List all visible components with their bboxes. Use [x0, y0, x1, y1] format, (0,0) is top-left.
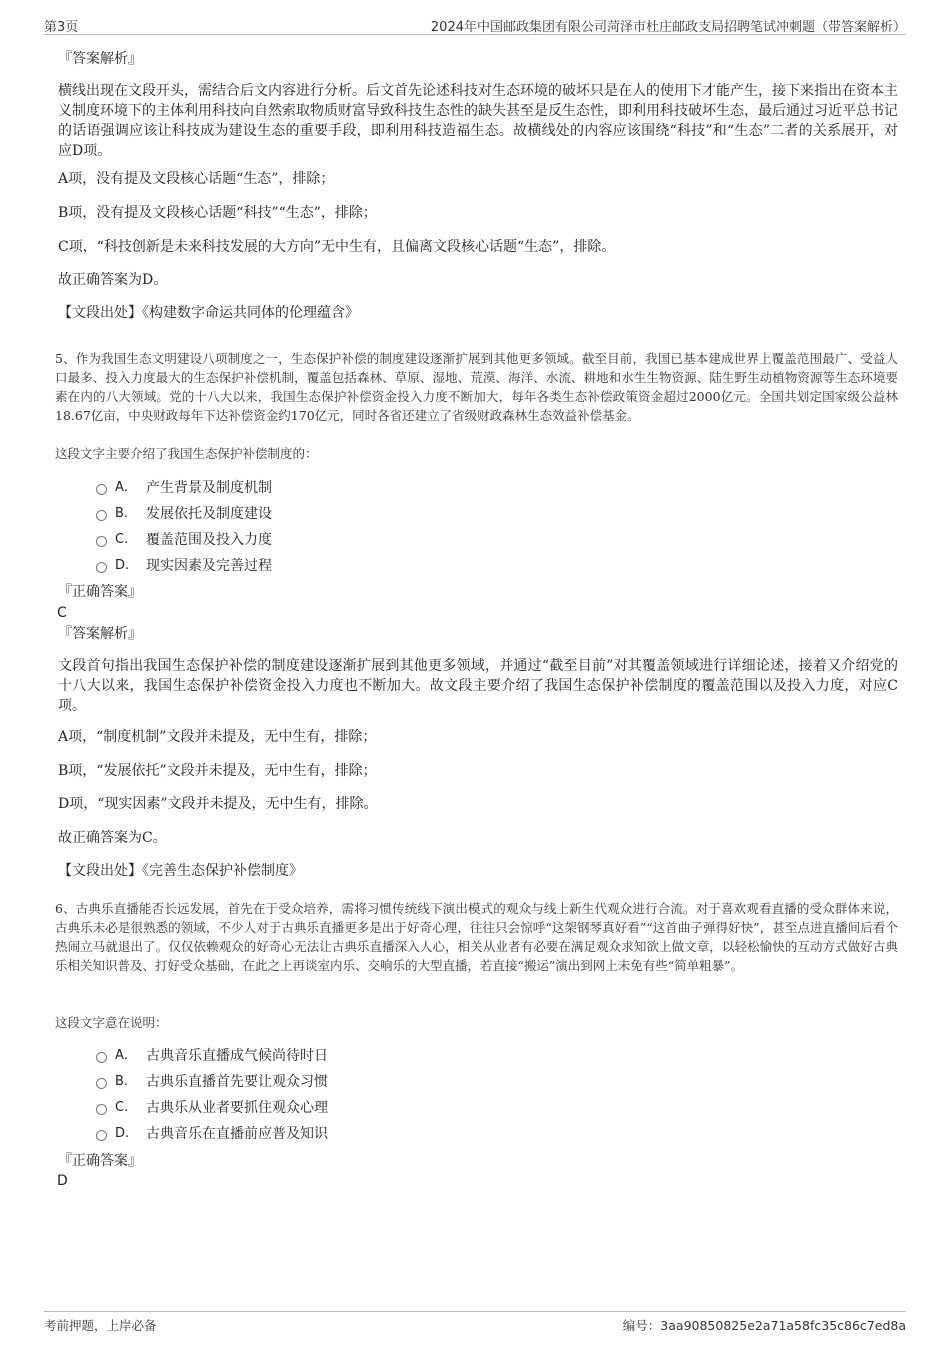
option-text: 古典音乐直播成气候尚待时日 [146, 1048, 328, 1064]
q6-text: 6、古典乐直播能否长远发展，首先在于受众培养，需将习惯传统线下演出模式的观众与线上新生代观众进行合流。对于喜欢观看直播的受众群体来说，古典乐未必是很熟悉的领域，不少人对于古典乐直播更多是出于好奇心理，往往只会惊呼“这架钢琴真好看”“这首曲子弹得好快”，甚至点进直播间后看个热闹立马就退出了。仅仅依赖观众的好奇心无法让古典乐直播深入人心，相关从业者有必要在满足观众求知欲上做文章，以轻松愉快的互动方式做好古典乐相关知识普及、打好受众基础，在此之上再谈室内乐、交响乐的大型直播，若直接“搬运”演出到网上未免有些“简单粗暴”。 [55, 901, 898, 973]
page-header [44, 14, 906, 35]
radio-icon[interactable] [96, 1104, 107, 1115]
option-text: 古典乐从业者要抓住观众心理 [146, 1100, 328, 1116]
q4-conclusion: 故正确答案为D。 [58, 272, 168, 288]
radio-icon[interactable] [96, 510, 107, 521]
option-key: D. [115, 1126, 130, 1141]
q5-option-a-analysis: A项，“制度机制”文段并未提及，无中生有，排除； [58, 729, 377, 745]
radio-icon[interactable] [96, 536, 107, 547]
option-key: C. [115, 1100, 129, 1115]
q5-text: 5、作为我国生态文明建设八项制度之一，生态保护补偿的制度建设逐渐扩展到其他更多领域。截至目前，我国已基本建成世界上覆盖范围最广、受益人口最多、投入力度最大的生态保护补偿机制，覆盖包括森林、草原、湿地、荒漠、海洋、水流、耕地和水生生物资源、陆生野生动植物资源等生态环境要素在内的八大领域。党的十八大以来，我国生态保护补偿资金投入力度不断加大，每年各类生态补偿政策资金超过2000亿元。全国共划定国家级公益林18.67亿亩，中央财政每年下达补偿资金约170亿元，同时各省还建立了省级财政森林生态效益补偿基金。 [55, 351, 898, 423]
q4-source: 【文段出处】《构建数字命运共同体的伦理蕴含》 [58, 305, 359, 321]
q5-prompt: 这段文字主要介绍了我国生态保护补偿制度的： [55, 446, 318, 461]
q4-analysis-text: 横线出现在文段开头，需结合后文内容进行分析。后文首先论述科技对生态环境的破坏只是在人的使用下才能产生，接下来指出在资本主义制度环境下的主体利用科技向自然索取物质财富导致科技生态性的缺失甚至是反生态性，即利用科技破坏生态，最后通过习近平总书记的话语强调应该让科技成为建设生态的重要手段，即利用科技造福生态。故横线处的内容应该围绕“科技”和“生态”二者的关系展开，对应D项。 [58, 83, 898, 159]
radio-icon[interactable] [96, 1078, 107, 1089]
page-number: 第3页 [44, 20, 79, 35]
q6-option-a[interactable] [96, 1046, 328, 1066]
option-text: 现实因素及完善过程 [146, 558, 272, 574]
option-text: 发展依托及制度建设 [146, 506, 272, 522]
page-footer [44, 1311, 906, 1336]
q5-option-c[interactable] [96, 530, 272, 550]
option-key: A． [115, 480, 137, 495]
radio-icon[interactable] [96, 484, 107, 495]
q6-answer: D [57, 1173, 68, 1189]
q6-option-d[interactable] [96, 1124, 328, 1144]
radio-icon[interactable] [96, 1052, 107, 1063]
option-text: 古典音乐在直播前应普及知识 [146, 1126, 328, 1142]
q5-source: 【文段出处】《完善生态保护补偿制度》 [58, 863, 303, 879]
option-text: 覆盖范围及投入力度 [146, 532, 272, 548]
q5-option-d-analysis: D项，“现实因素”文段并未提及，无中生有，排除。 [58, 796, 378, 812]
document-id: 编号：3aa90850825e2a71a58fc35c86c7ed8a [622, 1318, 906, 1333]
q5-answer: C [57, 605, 67, 621]
q5-option-a[interactable] [96, 478, 272, 498]
q6-prompt: 这段文字意在说明： [55, 1015, 168, 1030]
q6-option-b[interactable] [96, 1072, 328, 1092]
radio-icon[interactable] [96, 562, 107, 573]
q5-analysis-text: 文段首句指出我国生态保护补偿的制度建设逐渐扩展到其他更多领域，并通过“截至目前”对其覆盖领域进行详细论述，接着又介绍党的十八大以来，我国生态保护补偿资金投入力度也不断加大。故文段主要介绍了我国生态保护补偿制度的覆盖范围以及投入力度，对应C项。 [58, 658, 898, 714]
option-text: 产生背景及制度机制 [146, 480, 272, 496]
q4-analysis-label: 『答案解析』 [58, 51, 142, 67]
option-key: B. [115, 1074, 129, 1089]
option-key: D. [115, 558, 130, 573]
q5-answer-label: 『正确答案』 [58, 584, 142, 600]
q4-option-b-analysis: B项，没有提及文段核心话题“科技”“生态”，排除； [58, 205, 377, 221]
q5-analysis-label: 『答案解析』 [58, 626, 142, 642]
q5-option-b[interactable] [96, 504, 272, 524]
document-title: 2024年中国邮政集团有限公司菏泽市杜庄邮政支局招聘笔试冲刺题（带答案解析） [430, 20, 906, 35]
q4-option-c-analysis: C项，“科技创新是未来科技发展的大方向”无中生有，且偏离文段核心话题“生态”，排除。 [58, 239, 616, 255]
option-text: 古典乐直播首先要让观众习惯 [146, 1074, 328, 1090]
q6-option-c[interactable] [96, 1098, 328, 1118]
q4-option-a-analysis: A项，没有提及文段核心话题“生态”，排除； [58, 171, 335, 187]
option-key: C. [115, 532, 129, 547]
q6-answer-label: 『正确答案』 [58, 1153, 142, 1169]
q5-option-b-analysis: B项，“发展依托”文段并未提及，无中生有，排除； [58, 763, 377, 779]
q5-option-d[interactable] [96, 556, 272, 576]
footer-slogan: 考前押题，上岸必备 [44, 1318, 157, 1333]
option-key: B. [115, 506, 129, 521]
option-key: A． [115, 1048, 137, 1063]
q5-conclusion: 故正确答案为C。 [58, 830, 167, 846]
radio-icon[interactable] [96, 1130, 107, 1141]
